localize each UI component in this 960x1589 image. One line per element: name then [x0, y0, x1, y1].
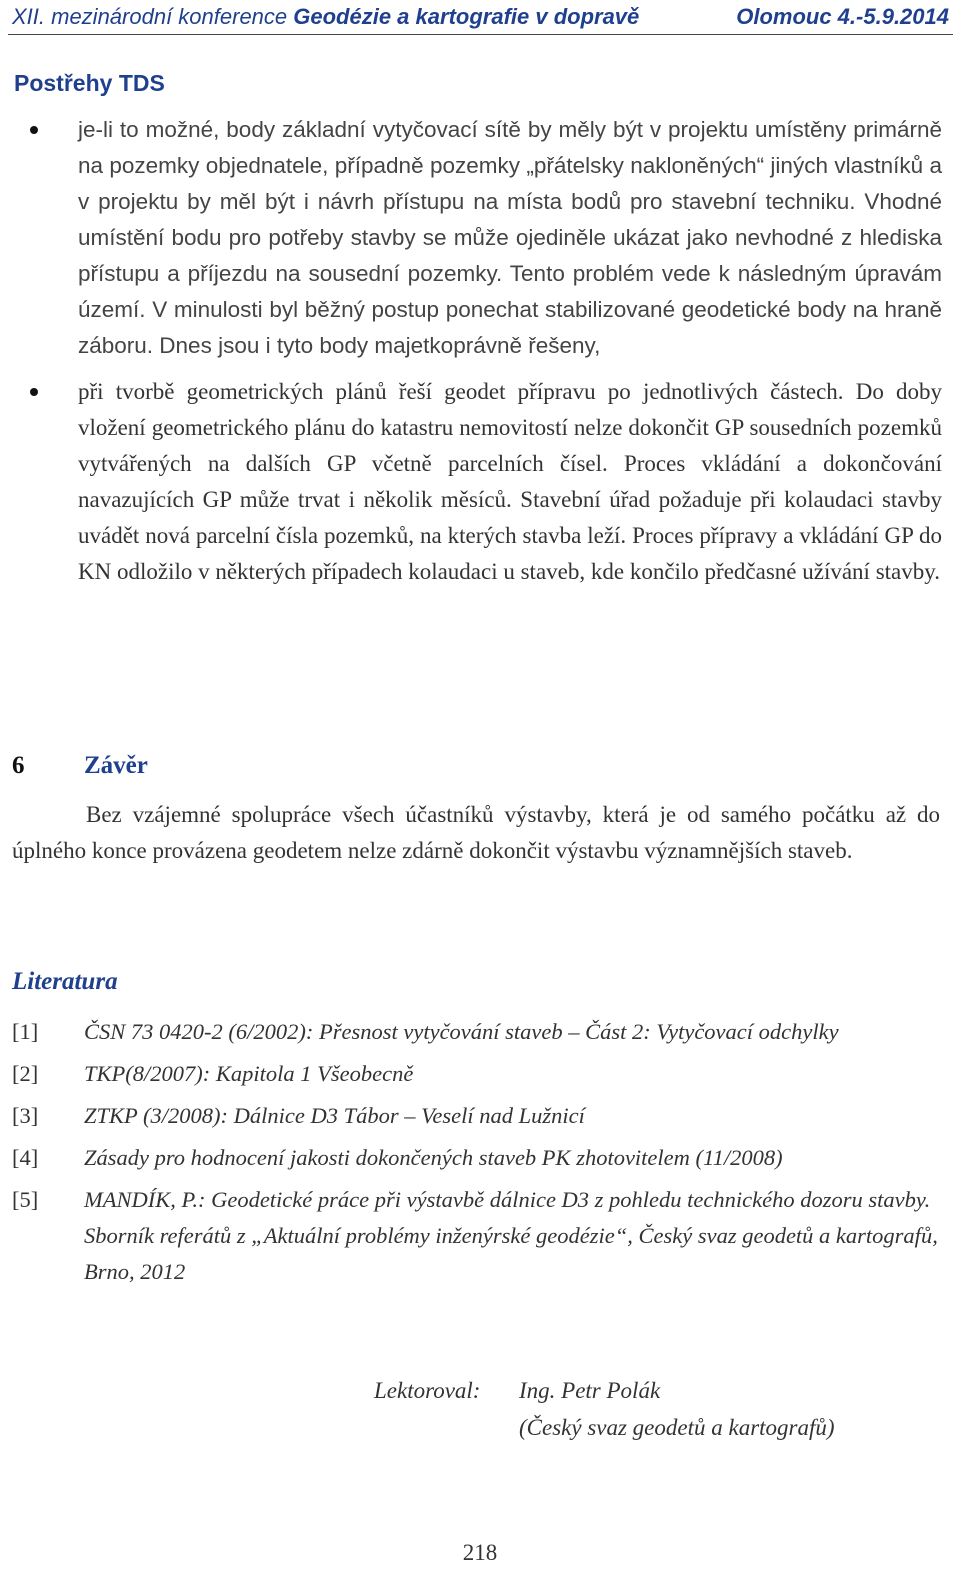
section-title: Postřehy TDS	[14, 70, 165, 96]
chapter-number: 6	[12, 752, 25, 779]
reference-item	[12, 1014, 942, 1050]
conference-name: Geodézie a kartografie v dopravě	[293, 4, 640, 29]
reference-item	[12, 1056, 942, 1092]
reference-number: [4]	[12, 1145, 39, 1170]
chapter-title: Závěr	[84, 752, 148, 779]
bullet-icon	[30, 126, 38, 134]
running-header	[8, 2, 953, 35]
reviewer-organization: (Český svaz geodetů a kartografů)	[519, 1415, 835, 1440]
conference-location-date: Olomouc 4.-5.9.2014	[736, 4, 949, 29]
reference-number: [1]	[12, 1019, 39, 1044]
reference-text: Zásady pro hodnocení jakosti dokončených staveb PK zhotovitelem (11/2008)	[84, 1145, 783, 1170]
reference-text: ZTKP (3/2008): Dálnice D3 Tábor – Veselí nad Lužnicí	[84, 1103, 585, 1128]
reference-number: [5]	[12, 1187, 39, 1212]
reference-number: [2]	[12, 1061, 39, 1086]
conference-title	[12, 2, 639, 32]
bullet-item	[30, 374, 942, 590]
reference-item	[12, 1182, 942, 1290]
bullet-list	[30, 112, 942, 590]
bullet-text: je-li to možné, body základní vytyčovací sítě by měly být v projektu umístěny primárně na pozemky objednatele, případně pozemky „přátelsky nakloněných“ jiných vlastníků a v projektu by měl být i návrh přístupu na místa bodů pro stavební techniku. Vhodné umístění bodu pro potřeby stavby se může ojediněle ukázat jako nevhodné z hlediska přístupu a příjezdu na sousední pozemky. Tento problém vede k následným úpravám území. V minulosti byl běžný postup ponechat stabilizované geodetické body na hraně záboru. Dnes jsou i tyto body majetkoprávně řešeny,	[78, 117, 942, 358]
bullet-text: při tvorbě geometrických plánů řeší geodet přípravu po jednotlivých částech. Do doby vložení geometrického plánu do katastru nemovitostí nelze dokončit GP sousedních pozemků vytvářených na dalších GP včetně parcelních čísel. Proces vkládání a dokončování navazujících GP může trvat i několik měsíců. Stavební úřad požaduje při kolaudaci stavby uvádět nová parcelní čísla pozemků, na kterých stavba leží. Proces přípravy a vkládání GP do KN odložilo v některých případech kolaudaci u staveb, kde končilo předčasné užívání stavby.	[78, 379, 942, 584]
reference-number: [3]	[12, 1103, 39, 1128]
reference-item	[12, 1098, 942, 1134]
conclusion-paragraph: Bez vzájemné spolupráce všech účastníků výstavby, která je od samého počátku až do úplného konce provázena geodetem nelze zdárně dokončit výstavbu významnějších staveb.	[12, 802, 940, 863]
bullet-item	[30, 112, 942, 364]
page-number: 218	[462, 1540, 498, 1565]
literature-title: Literatura	[12, 968, 118, 995]
reviewer-name: Ing. Petr Polák	[519, 1378, 661, 1403]
reference-item	[12, 1140, 942, 1176]
reference-text: TKP(8/2007): Kapitola 1 Všeobecně	[84, 1061, 414, 1086]
reference-list	[12, 1014, 942, 1296]
reference-text: ČSN 73 0420-2 (6/2002): Přesnost vytyčování staveb – Část 2: Vytyčovací odchylky	[84, 1019, 839, 1044]
reference-text: MANDÍK, P.: Geodetické práce při výstavbě dálnice D3 z pohledu technického dozoru stavby. Sborník referátů z „Aktuální problémy inženýrské geodézie“, Český svaz geodetů a kartografů, Brno, 2012	[84, 1187, 938, 1284]
bullet-icon	[30, 388, 38, 396]
conference-prefix: XII. mezinárodní konference	[12, 4, 294, 29]
reviewer-label: Lektoroval:	[374, 1378, 481, 1403]
